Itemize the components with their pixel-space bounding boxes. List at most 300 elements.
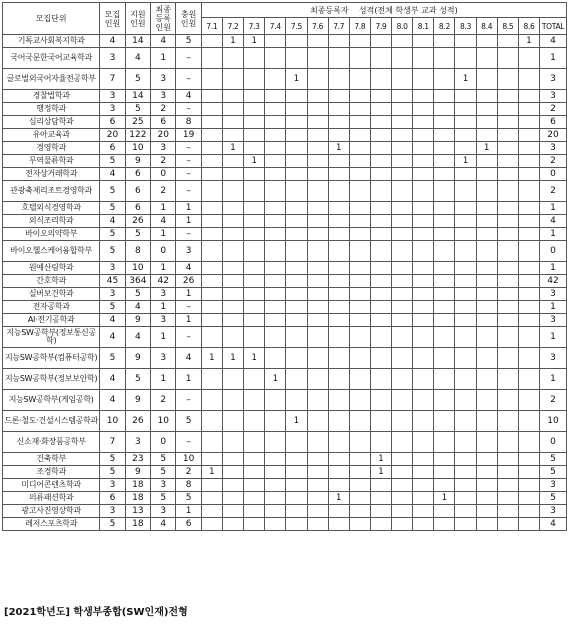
- grade-cell: [286, 390, 307, 411]
- quota-cell: 5: [100, 241, 125, 262]
- total-cell: 0: [540, 432, 567, 453]
- total-cell: 1: [540, 369, 567, 390]
- grade-cell: [222, 275, 243, 288]
- total-cell: 42: [540, 275, 567, 288]
- grade-cell: [455, 301, 476, 314]
- header-total: TOTAL: [540, 18, 567, 35]
- grade-cell: [307, 48, 328, 69]
- dept-cell: 무역물류학과: [3, 155, 100, 168]
- grade-cell: [476, 35, 497, 48]
- grade-cell: 1: [222, 35, 243, 48]
- grade-cell: [201, 142, 222, 155]
- grade-cell: [328, 479, 349, 492]
- grade-cell: [370, 301, 391, 314]
- grade-cell: [222, 327, 243, 348]
- applicants-cell: 5: [125, 103, 150, 116]
- grade-cell: [518, 168, 539, 181]
- dept-cell: 유아교육과: [3, 129, 100, 142]
- grade-cell: [476, 103, 497, 116]
- grade-cell: [265, 155, 286, 168]
- grade-cell: [370, 518, 391, 531]
- grade-cell: [434, 327, 455, 348]
- dept-cell: 전자상거래학과: [3, 168, 100, 181]
- registered-cell: 1: [151, 48, 176, 69]
- grade-cell: [328, 314, 349, 327]
- grade-cell: [497, 168, 518, 181]
- grade-cell: [455, 142, 476, 155]
- quota-cell: 5: [100, 155, 125, 168]
- grade-cell: [392, 168, 413, 181]
- grade-cell: [265, 215, 286, 228]
- registered-cell: 5: [151, 492, 176, 505]
- grade-cell: 1: [328, 492, 349, 505]
- grade-cell: [518, 262, 539, 275]
- dept-cell: 외식조리학과: [3, 215, 100, 228]
- quota-cell: 3: [100, 48, 125, 69]
- grade-cell: [265, 432, 286, 453]
- grade-cell: [222, 479, 243, 492]
- grade-cell: [265, 411, 286, 432]
- grade-cell: [222, 155, 243, 168]
- total-cell: 3: [540, 505, 567, 518]
- grade-cell: [497, 202, 518, 215]
- grade-cell: [201, 35, 222, 48]
- grade-cell: [286, 241, 307, 262]
- grade-cell: [370, 48, 391, 69]
- quota-cell: 4: [100, 35, 125, 48]
- grade-cell: [244, 314, 265, 327]
- header-grade: 8.2: [434, 18, 455, 35]
- grade-cell: [392, 275, 413, 288]
- applicants-cell: 9: [125, 155, 150, 168]
- grade-cell: [392, 90, 413, 103]
- grade-cell: [476, 262, 497, 275]
- grade-cell: [201, 202, 222, 215]
- grade-cell: [392, 390, 413, 411]
- grade-cell: [201, 479, 222, 492]
- additional-cell: 10: [176, 453, 201, 466]
- applicants-cell: 3: [125, 432, 150, 453]
- grade-cell: [370, 432, 391, 453]
- grade-cell: [476, 275, 497, 288]
- quota-cell: 45: [100, 275, 125, 288]
- grade-cell: [328, 90, 349, 103]
- quota-cell: 5: [100, 518, 125, 531]
- grade-cell: [392, 228, 413, 241]
- grade-cell: [244, 228, 265, 241]
- grade-cell: [370, 69, 391, 90]
- header-grade: 8.0: [392, 18, 413, 35]
- grade-cell: [497, 327, 518, 348]
- grade-cell: [328, 69, 349, 90]
- additional-cell: 6: [176, 518, 201, 531]
- table-row: [3, 390, 567, 411]
- grade-cell: [518, 48, 539, 69]
- grade-cell: [434, 48, 455, 69]
- grade-cell: [476, 129, 497, 142]
- grade-cell: [455, 168, 476, 181]
- grade-cell: [455, 518, 476, 531]
- header-grade: 7.9: [370, 18, 391, 35]
- grade-cell: [201, 369, 222, 390]
- grade-cell: [222, 69, 243, 90]
- grade-cell: [349, 479, 370, 492]
- grade-cell: [518, 202, 539, 215]
- table-header: [3, 3, 567, 35]
- applicants-cell: 4: [125, 48, 150, 69]
- quota-cell: 5: [100, 466, 125, 479]
- table-row: [3, 327, 567, 348]
- grade-cell: [201, 327, 222, 348]
- grade-cell: [265, 492, 286, 505]
- grade-cell: [370, 262, 391, 275]
- quota-cell: 4: [100, 327, 125, 348]
- applicants-cell: 13: [125, 505, 150, 518]
- grade-cell: [286, 142, 307, 155]
- applicants-cell: 26: [125, 215, 150, 228]
- grade-cell: [476, 181, 497, 202]
- grade-cell: [307, 327, 328, 348]
- grade-cell: [349, 314, 370, 327]
- grade-cell: [455, 411, 476, 432]
- grade-cell: [307, 215, 328, 228]
- grade-cell: [518, 228, 539, 241]
- grade-cell: [476, 518, 497, 531]
- grade-cell: [328, 301, 349, 314]
- applicants-cell: 5: [125, 228, 150, 241]
- grade-cell: [434, 301, 455, 314]
- grade-cell: [497, 228, 518, 241]
- grade-cell: [265, 90, 286, 103]
- registered-cell: 3: [151, 348, 176, 369]
- grade-cell: [497, 48, 518, 69]
- grade-cell: [392, 288, 413, 301]
- grade-cell: [265, 275, 286, 288]
- grade-cell: [328, 453, 349, 466]
- grade-cell: [222, 181, 243, 202]
- dept-cell: 레저스포츠학과: [3, 518, 100, 531]
- grade-cell: [370, 142, 391, 155]
- grade-cell: [328, 369, 349, 390]
- grade-cell: [201, 453, 222, 466]
- grade-cell: [201, 129, 222, 142]
- grade-cell: [201, 518, 222, 531]
- dept-cell: 원예산림학과: [3, 262, 100, 275]
- grade-cell: [518, 369, 539, 390]
- table-row: [3, 103, 567, 116]
- grade-cell: [518, 314, 539, 327]
- grade-cell: [497, 411, 518, 432]
- grade-cell: [392, 103, 413, 116]
- grade-cell: [349, 390, 370, 411]
- grade-cell: [201, 155, 222, 168]
- table-row: [3, 116, 567, 129]
- grade-cell: [307, 432, 328, 453]
- grade-cell: [307, 411, 328, 432]
- grade-cell: [497, 492, 518, 505]
- grade-cell: 1: [244, 35, 265, 48]
- total-cell: 2: [540, 103, 567, 116]
- applicants-cell: 8: [125, 241, 150, 262]
- registered-cell: 1: [151, 369, 176, 390]
- additional-cell: 3: [176, 241, 201, 262]
- grade-cell: [413, 505, 434, 518]
- grade-cell: [222, 505, 243, 518]
- total-cell: 10: [540, 411, 567, 432]
- quota-cell: 6: [100, 492, 125, 505]
- grade-cell: [328, 168, 349, 181]
- grade-cell: [201, 181, 222, 202]
- quota-cell: 5: [100, 202, 125, 215]
- grade-cell: [328, 215, 349, 228]
- table-row: [3, 288, 567, 301]
- grade-cell: [455, 479, 476, 492]
- additional-cell: 5: [176, 411, 201, 432]
- grade-cell: [434, 262, 455, 275]
- grade-cell: [244, 142, 265, 155]
- total-cell: 1: [540, 262, 567, 275]
- registered-cell: 3: [151, 69, 176, 90]
- header-quota: 모집 인원: [100, 3, 125, 35]
- grade-cell: [518, 518, 539, 531]
- grade-cell: [244, 411, 265, 432]
- grade-cell: [476, 228, 497, 241]
- grade-cell: [349, 90, 370, 103]
- grade-cell: 1: [455, 69, 476, 90]
- grade-cell: [349, 116, 370, 129]
- dept-cell: 경영학과: [3, 142, 100, 155]
- grade-cell: [518, 129, 539, 142]
- grade-cell: [518, 181, 539, 202]
- grade-cell: [307, 181, 328, 202]
- grade-cell: [349, 155, 370, 168]
- grade-cell: [370, 390, 391, 411]
- grade-cell: [244, 181, 265, 202]
- grade-cell: [392, 432, 413, 453]
- grade-cell: [497, 116, 518, 129]
- quota-cell: 5: [100, 348, 125, 369]
- total-cell: 6: [540, 116, 567, 129]
- grade-cell: [201, 90, 222, 103]
- grade-cell: [201, 411, 222, 432]
- table-row: [3, 228, 567, 241]
- grade-cell: [307, 69, 328, 90]
- grade-cell: [265, 48, 286, 69]
- total-cell: 1: [540, 327, 567, 348]
- grade-cell: [518, 348, 539, 369]
- quota-cell: 6: [100, 116, 125, 129]
- table-row: [3, 411, 567, 432]
- grade-cell: [497, 103, 518, 116]
- grade-cell: 1: [286, 69, 307, 90]
- grade-cell: [222, 228, 243, 241]
- grade-cell: [265, 390, 286, 411]
- registered-cell: 4: [151, 35, 176, 48]
- grade-cell: [370, 505, 391, 518]
- grade-cell: [476, 314, 497, 327]
- quota-cell: 3: [100, 479, 125, 492]
- grade-cell: [413, 90, 434, 103]
- grade-cell: [370, 275, 391, 288]
- quota-cell: 4: [100, 215, 125, 228]
- header-grade: 7.4: [265, 18, 286, 35]
- grade-cell: [434, 228, 455, 241]
- grade-cell: [413, 432, 434, 453]
- grade-cell: [244, 453, 265, 466]
- grade-cell: [518, 466, 539, 479]
- header-additional: 충원 인원: [176, 3, 201, 35]
- grade-cell: [349, 348, 370, 369]
- grade-cell: [307, 116, 328, 129]
- grade-cell: [518, 327, 539, 348]
- dept-cell: 지능SW공학부(게임공학): [3, 390, 100, 411]
- grade-cell: [497, 505, 518, 518]
- quota-cell: 4: [100, 314, 125, 327]
- grade-cell: [349, 288, 370, 301]
- applicants-cell: 364: [125, 275, 150, 288]
- grade-cell: [244, 492, 265, 505]
- grade-cell: [413, 103, 434, 116]
- applicants-cell: 26: [125, 411, 150, 432]
- grade-cell: [455, 275, 476, 288]
- additional-cell: –: [176, 69, 201, 90]
- grade-cell: [286, 327, 307, 348]
- grade-cell: [413, 202, 434, 215]
- grade-cell: [476, 390, 497, 411]
- header-grade: 8.3: [455, 18, 476, 35]
- total-cell: 5: [540, 466, 567, 479]
- grade-cell: [392, 505, 413, 518]
- grade-cell: [476, 168, 497, 181]
- grade-cell: [328, 202, 349, 215]
- grade-cell: [201, 275, 222, 288]
- table-row: [3, 142, 567, 155]
- grade-cell: [222, 518, 243, 531]
- grade-cell: [349, 168, 370, 181]
- grade-cell: [434, 35, 455, 48]
- grade-cell: 1: [244, 155, 265, 168]
- grade-cell: [434, 181, 455, 202]
- grade-cell: [476, 505, 497, 518]
- grade-cell: [434, 241, 455, 262]
- table-row: [3, 432, 567, 453]
- grade-cell: [286, 288, 307, 301]
- additional-cell: 5: [176, 492, 201, 505]
- grade-cell: [201, 48, 222, 69]
- grade-cell: [244, 129, 265, 142]
- grade-cell: [413, 241, 434, 262]
- header-grade: 8.4: [476, 18, 497, 35]
- dept-cell: 행정학과: [3, 103, 100, 116]
- grade-cell: [370, 479, 391, 492]
- dept-cell: 바이오의약학부: [3, 228, 100, 241]
- grade-cell: [476, 492, 497, 505]
- grade-cell: [497, 275, 518, 288]
- grade-cell: [370, 492, 391, 505]
- grade-cell: [370, 155, 391, 168]
- grade-cell: [349, 129, 370, 142]
- grade-cell: [286, 168, 307, 181]
- dept-cell: 경찰법학과: [3, 90, 100, 103]
- total-cell: 3: [540, 348, 567, 369]
- grade-cell: [434, 168, 455, 181]
- quota-cell: 3: [100, 288, 125, 301]
- dept-cell: 미디어콘텐츠학과: [3, 479, 100, 492]
- table-row: [3, 35, 567, 48]
- grade-cell: [265, 479, 286, 492]
- header-grade: 7.7: [328, 18, 349, 35]
- grade-cell: [307, 168, 328, 181]
- grade-cell: [434, 69, 455, 90]
- grade-cell: [265, 288, 286, 301]
- grade-cell: [455, 215, 476, 228]
- grade-cell: [307, 505, 328, 518]
- grade-cell: [434, 215, 455, 228]
- dept-cell: 의류패션학과: [3, 492, 100, 505]
- grade-cell: [370, 103, 391, 116]
- additional-cell: –: [176, 168, 201, 181]
- quota-cell: 5: [100, 228, 125, 241]
- grade-cell: [222, 90, 243, 103]
- grade-cell: [518, 411, 539, 432]
- grade-cell: [518, 288, 539, 301]
- grade-cell: [392, 314, 413, 327]
- grade-cell: [434, 369, 455, 390]
- registered-cell: 2: [151, 103, 176, 116]
- grade-cell: [434, 90, 455, 103]
- grade-cell: [413, 479, 434, 492]
- grade-cell: [434, 314, 455, 327]
- grade-cell: [286, 518, 307, 531]
- additional-cell: 1: [176, 314, 201, 327]
- grade-cell: [222, 48, 243, 69]
- grade-cell: [307, 288, 328, 301]
- grade-cell: [413, 116, 434, 129]
- header-grade: 7.6: [307, 18, 328, 35]
- table-row: [3, 155, 567, 168]
- grade-cell: [370, 288, 391, 301]
- grade-cell: [518, 492, 539, 505]
- grade-cell: 1: [370, 453, 391, 466]
- grade-cell: [434, 466, 455, 479]
- grade-cell: [392, 466, 413, 479]
- grade-cell: [222, 129, 243, 142]
- grade-cell: [307, 262, 328, 275]
- grade-cell: [328, 35, 349, 48]
- grade-cell: [286, 369, 307, 390]
- grade-cell: [392, 348, 413, 369]
- grade-cell: [455, 90, 476, 103]
- grade-cell: [307, 301, 328, 314]
- grade-cell: [307, 466, 328, 479]
- grade-cell: [307, 90, 328, 103]
- total-cell: 5: [540, 492, 567, 505]
- grade-cell: [222, 411, 243, 432]
- grade-cell: 1: [434, 492, 455, 505]
- grade-cell: [265, 228, 286, 241]
- grade-cell: [244, 518, 265, 531]
- dept-cell: 글로벌외국어자율전공학부: [3, 69, 100, 90]
- grade-cell: [286, 432, 307, 453]
- grade-cell: [244, 116, 265, 129]
- table-row: [3, 301, 567, 314]
- total-cell: 2: [540, 155, 567, 168]
- grade-cell: [413, 369, 434, 390]
- grade-cell: [328, 103, 349, 116]
- additional-cell: 4: [176, 262, 201, 275]
- grade-cell: [349, 215, 370, 228]
- grade-cell: [434, 518, 455, 531]
